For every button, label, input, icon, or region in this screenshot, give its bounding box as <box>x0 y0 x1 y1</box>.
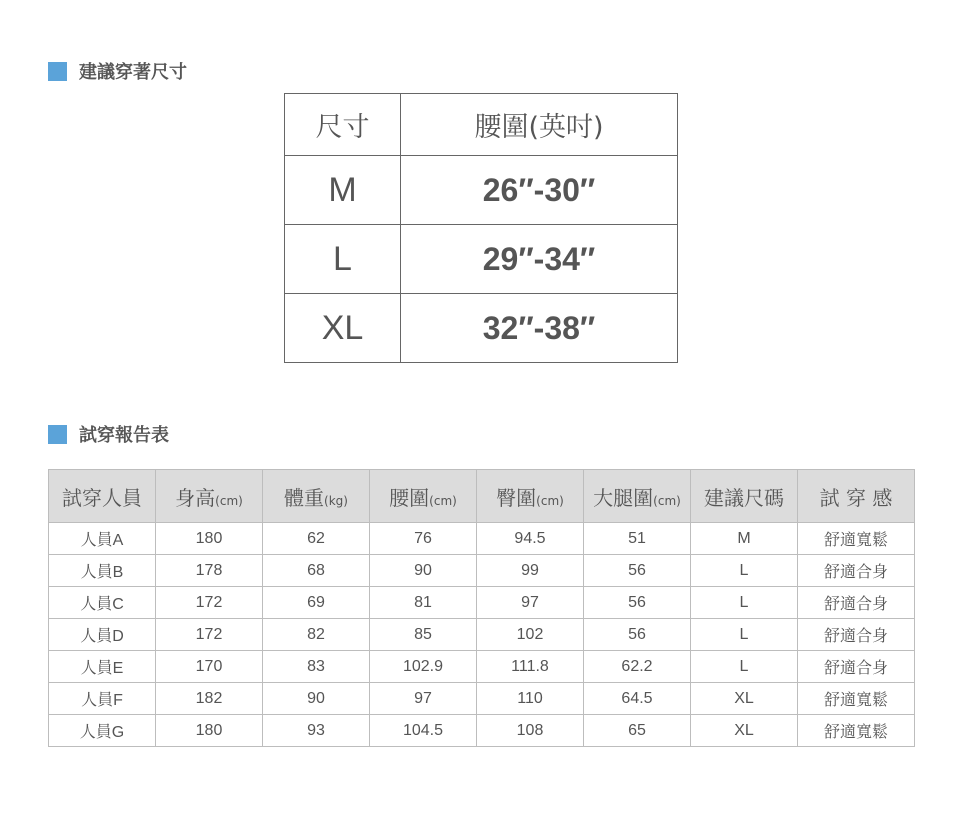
size-table <box>284 93 678 363</box>
table-row <box>49 715 915 747</box>
table-cell: L <box>691 555 798 587</box>
waist-header: 腰圍(英吋) <box>401 94 678 156</box>
table-cell: 51 <box>584 523 691 555</box>
fit-report-table <box>48 469 915 747</box>
table-row <box>49 523 915 555</box>
size-cell: L <box>285 225 401 294</box>
table-cell: 99 <box>477 555 584 587</box>
table-cell: 110 <box>477 683 584 715</box>
table-row <box>49 587 915 619</box>
table-cell: 人員F <box>49 683 156 715</box>
waist-cell: 32″-38″ <box>401 294 678 363</box>
size-cell: XL <box>285 294 401 363</box>
table-cell: 62 <box>263 523 370 555</box>
table-cell: 180 <box>156 523 263 555</box>
table-cell: XL <box>691 715 798 747</box>
table-cell: 90 <box>370 555 477 587</box>
table-cell: 170 <box>156 651 263 683</box>
table-cell: L <box>691 651 798 683</box>
table-cell: 69 <box>263 587 370 619</box>
table-cell: 97 <box>370 683 477 715</box>
table-cell: 人員E <box>49 651 156 683</box>
column-header: 試 穿 感 <box>798 470 915 523</box>
table-cell: 93 <box>263 715 370 747</box>
size-cell: M <box>285 156 401 225</box>
table-cell: 人員D <box>49 619 156 651</box>
section-marker-icon <box>48 425 67 444</box>
table-cell: 56 <box>584 619 691 651</box>
table-cell: 舒適合身 <box>798 619 915 651</box>
table-cell: 97 <box>477 587 584 619</box>
table-cell: 68 <box>263 555 370 587</box>
table-cell: 85 <box>370 619 477 651</box>
table-cell: 人員A <box>49 523 156 555</box>
table-cell: 人員G <box>49 715 156 747</box>
table-cell: 64.5 <box>584 683 691 715</box>
section-title-text: 建議穿著尺寸 <box>79 62 187 83</box>
table-cell: 172 <box>156 619 263 651</box>
section-title-text: 試穿報告表 <box>79 425 169 446</box>
size-row <box>285 294 678 363</box>
section-title-fit-report <box>48 421 169 447</box>
table-cell: 102.9 <box>370 651 477 683</box>
table-cell: 舒適寬鬆 <box>798 523 915 555</box>
waist-cell: 26″-30″ <box>401 156 678 225</box>
section-title-size-guide <box>48 58 187 84</box>
table-cell: 83 <box>263 651 370 683</box>
table-cell: 182 <box>156 683 263 715</box>
size-row <box>285 225 678 294</box>
table-cell: 舒適寬鬆 <box>798 715 915 747</box>
table-cell: 108 <box>477 715 584 747</box>
size-row <box>285 156 678 225</box>
table-cell: M <box>691 523 798 555</box>
table-cell: 56 <box>584 587 691 619</box>
table-cell: 76 <box>370 523 477 555</box>
size-header: 尺寸 <box>285 94 401 156</box>
table-cell: 104.5 <box>370 715 477 747</box>
table-row <box>49 651 915 683</box>
table-cell: 舒適合身 <box>798 555 915 587</box>
table-cell: 180 <box>156 715 263 747</box>
table-cell: 舒適寬鬆 <box>798 683 915 715</box>
size-table-header <box>285 94 678 156</box>
waist-cell: 29″-34″ <box>401 225 678 294</box>
table-cell: L <box>691 587 798 619</box>
table-cell: 178 <box>156 555 263 587</box>
column-header: 臀圍(cm) <box>477 470 584 523</box>
table-cell: 102 <box>477 619 584 651</box>
table-cell: 舒適合身 <box>798 651 915 683</box>
column-header: 體重(kg) <box>263 470 370 523</box>
table-cell: 94.5 <box>477 523 584 555</box>
report-table-header <box>49 470 915 523</box>
table-cell: 人員B <box>49 555 156 587</box>
table-row <box>49 683 915 715</box>
table-cell: 90 <box>263 683 370 715</box>
table-row <box>49 619 915 651</box>
column-header: 身高(cm) <box>156 470 263 523</box>
table-cell: 65 <box>584 715 691 747</box>
table-cell: XL <box>691 683 798 715</box>
table-cell: 111.8 <box>477 651 584 683</box>
table-row <box>49 555 915 587</box>
table-cell: 81 <box>370 587 477 619</box>
table-cell: 人員C <box>49 587 156 619</box>
column-header: 建議尺碼 <box>691 470 798 523</box>
table-cell: 172 <box>156 587 263 619</box>
section-marker-icon <box>48 62 67 81</box>
column-header: 大腿圍(cm) <box>584 470 691 523</box>
table-cell: 舒適合身 <box>798 587 915 619</box>
column-header: 試穿人員 <box>49 470 156 523</box>
table-cell: 56 <box>584 555 691 587</box>
column-header: 腰圍(cm) <box>370 470 477 523</box>
table-cell: 62.2 <box>584 651 691 683</box>
table-cell: 82 <box>263 619 370 651</box>
table-cell: L <box>691 619 798 651</box>
